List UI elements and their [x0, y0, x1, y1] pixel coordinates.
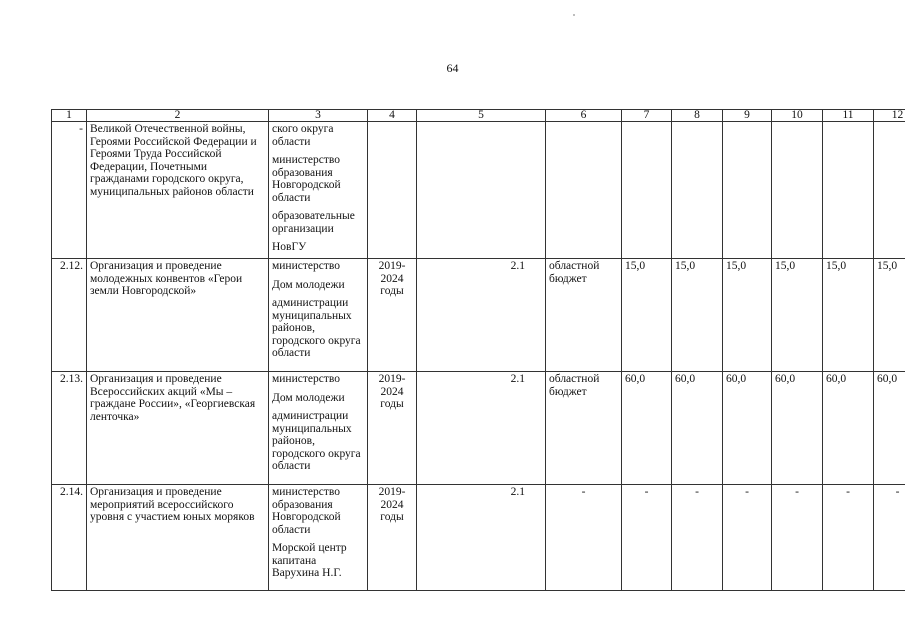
- funding-amount: -: [672, 485, 723, 591]
- funding-amount: -: [622, 485, 672, 591]
- table-row: [52, 259, 905, 372]
- indicator-code: [417, 122, 546, 259]
- funding-source: -: [546, 485, 622, 591]
- executors-cell: [269, 485, 368, 591]
- executor: министерство образования Новгородской области: [272, 154, 341, 204]
- funding-source: областной бюджет: [546, 372, 622, 485]
- executor: ского округа области: [272, 123, 334, 148]
- funding-amount: -: [723, 485, 772, 591]
- years: 2019-2024 годы: [368, 259, 417, 372]
- funding-source: [546, 122, 622, 259]
- funding-amount: 60,0: [622, 372, 672, 485]
- funding-amount: 15,0: [874, 259, 905, 372]
- executor: Дом молодежи: [272, 391, 345, 404]
- years: [368, 122, 417, 259]
- executors-cell: [269, 372, 368, 485]
- funding-amount: [672, 122, 723, 259]
- funding-amount: -: [772, 485, 823, 591]
- column-number: 4: [368, 110, 417, 122]
- event-name: Организация и проведение мероприятий всероссийского уровня с участием юных моряков: [87, 485, 269, 591]
- funding-amount: -: [823, 485, 874, 591]
- funding-amount: 15,0: [622, 259, 672, 372]
- column-number: 5: [417, 110, 546, 122]
- executor: министерство образования Новгородской области: [272, 486, 341, 536]
- executors-cell: [269, 259, 368, 372]
- table-row: [52, 372, 905, 485]
- column-number: 3: [269, 110, 368, 122]
- executor: министерство: [272, 373, 340, 385]
- column-number: 9: [723, 110, 772, 122]
- column-number: 6: [546, 110, 622, 122]
- years: 2019-2024 годы: [368, 485, 417, 591]
- table-row: [52, 122, 905, 259]
- row-number: 2.12.: [52, 259, 87, 372]
- table-row: [52, 485, 905, 591]
- column-number: 11: [823, 110, 874, 122]
- funding-amount: 15,0: [723, 259, 772, 372]
- indicator-code: 2.1: [417, 372, 546, 485]
- executor: образовательные организации: [272, 210, 355, 235]
- funding-amount: [772, 122, 823, 259]
- indicator-code: 2.1: [417, 485, 546, 591]
- scan-speck: [573, 14, 575, 16]
- event-name: Организация и проведение молодежных конвентов «Герои земли Новгородской»: [87, 259, 269, 372]
- executor: Дом молодежи: [272, 278, 345, 291]
- funding-amount: [874, 122, 905, 259]
- executor: администрации муниципальных районов, городского округа области: [272, 410, 361, 472]
- executor: Морской центр капитана Варухина Н.Г.: [272, 542, 347, 579]
- column-number: 2: [87, 110, 269, 122]
- page-number: 64: [446, 61, 459, 75]
- funding-amount: 15,0: [772, 259, 823, 372]
- column-number: 10: [772, 110, 823, 122]
- row-number: -: [52, 122, 87, 259]
- funding-amount: [622, 122, 672, 259]
- event-name: Великой Отечественной войны, Героями Российской Федерации и Героями Труда Российской Федерации, Почетными гражданами городского округа, муниципальных районов области: [87, 122, 269, 259]
- column-number-row: [52, 110, 905, 122]
- executors-cell: [269, 122, 368, 259]
- event-name: Организация и проведение Всероссийских акций «Мы – граждане России», «Георгиевская ленточка»: [87, 372, 269, 485]
- column-number: 12: [874, 110, 905, 122]
- funding-amount: 15,0: [823, 259, 874, 372]
- funding-amount: 60,0: [823, 372, 874, 485]
- executor: администрации муниципальных районов, городского округа области: [272, 297, 361, 359]
- years: 2019-2024 годы: [368, 372, 417, 485]
- column-number: 1: [52, 110, 87, 122]
- funding-amount: [823, 122, 874, 259]
- column-number: 7: [622, 110, 672, 122]
- funding-amount: 60,0: [672, 372, 723, 485]
- row-number: 2.14.: [52, 485, 87, 591]
- executor: НовГУ: [272, 241, 307, 253]
- executor: министерство: [272, 260, 340, 272]
- row-number: 2.13.: [52, 372, 87, 485]
- program-table: [51, 109, 905, 591]
- funding-amount: 60,0: [874, 372, 905, 485]
- funding-amount: 15,0: [672, 259, 723, 372]
- column-number: 8: [672, 110, 723, 122]
- funding-amount: [723, 122, 772, 259]
- funding-amount: 60,0: [723, 372, 772, 485]
- indicator-code: 2.1: [417, 259, 546, 372]
- funding-amount: 60,0: [772, 372, 823, 485]
- funding-source: областной бюджет: [546, 259, 622, 372]
- funding-amount: -: [874, 485, 905, 591]
